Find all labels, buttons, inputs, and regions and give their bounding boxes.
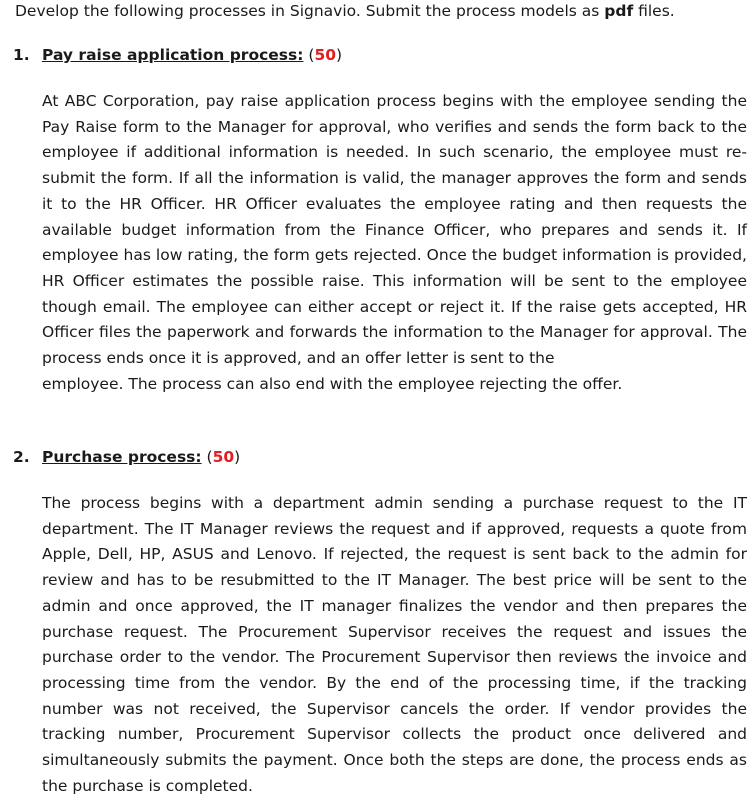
intro-instruction — [15, 0, 675, 22]
section-2-heading — [13, 446, 240, 468]
section-1-marks-value: 50 — [314, 46, 337, 64]
section-2-marks — [202, 448, 241, 466]
intro-bold-word: pdf — [604, 2, 634, 20]
section-1-marks-open: ( — [303, 46, 315, 64]
section-1-marks — [303, 46, 342, 64]
section-2-paragraph — [42, 491, 747, 799]
section-1-title: Pay raise application process: — [42, 46, 304, 64]
section-1-paragraph — [42, 89, 747, 397]
section-1-paragraph-main: At ABC Corporation, pay raise application process begins with the employee sending the Pay Raise form to the Manager for approval, who verifies and sends the form back to the employee if additional information is needed. In such scenario, the employee must re-submit the form. If all the information is valid, the manager approves the form and sends it to the HR Officer. HR Officer evaluates the employee rating and then requests the available budget information from the Finance Officer, who prepares and sends it. If employee has low rating, the form gets rejected. Once the budget information is provided, HR Officer estimates the possible raise. This information will be sent to the employee though email. The employee can either accept or reject it. If the raise gets accepted, HR Officer files the paperwork and forwards the information to the Manager for approval. The process ends once it is approved, and an offer letter is sent to the — [42, 92, 747, 368]
section-1-marks-close: ) — [336, 46, 343, 64]
section-2-paragraph-main: The process begins with a department admin sending a purchase request to the IT department. The IT Manager reviews the request and if approved, requests a quote from Apple, Dell, HP, ASUS and Lenovo. If rejected, the request is sent back to the admin for review and has to be resubmitted to the IT Manager. The best price will be sent to the admin and once approved, the IT manager finalizes the vendor and then prepares the purchase request. The Procurement Supervisor receives the request and issues the purchase order to the vendor. The Procurement Supervisor then reviews the invoice and processing time from the vendor. By the end of the processing time, if the tracking number was not received, the Supervisor cancels the order. If vendor provides the tracking number, Procurement Supervisor collects the product once delivered and simultaneously submits the payment. Once both the steps are done, the process ends as the purchase is completed. — [42, 494, 747, 795]
section-2-marks-close: ) — [234, 448, 241, 466]
section-1-heading — [13, 44, 342, 66]
section-2-marks-value: 50 — [212, 448, 235, 466]
intro-text-after: files. — [633, 2, 675, 20]
section-2-title: Purchase process: — [42, 448, 202, 466]
section-1-paragraph-tail: employee. The process can also end with the employee rejecting the offer. — [42, 374, 623, 393]
section-2-marks-open: ( — [201, 448, 213, 466]
section-1-number: 1. — [13, 46, 30, 64]
section-2-number: 2. — [13, 448, 30, 466]
intro-text-before: Develop the following processes in Signavio. Submit the process models as — [15, 2, 605, 20]
